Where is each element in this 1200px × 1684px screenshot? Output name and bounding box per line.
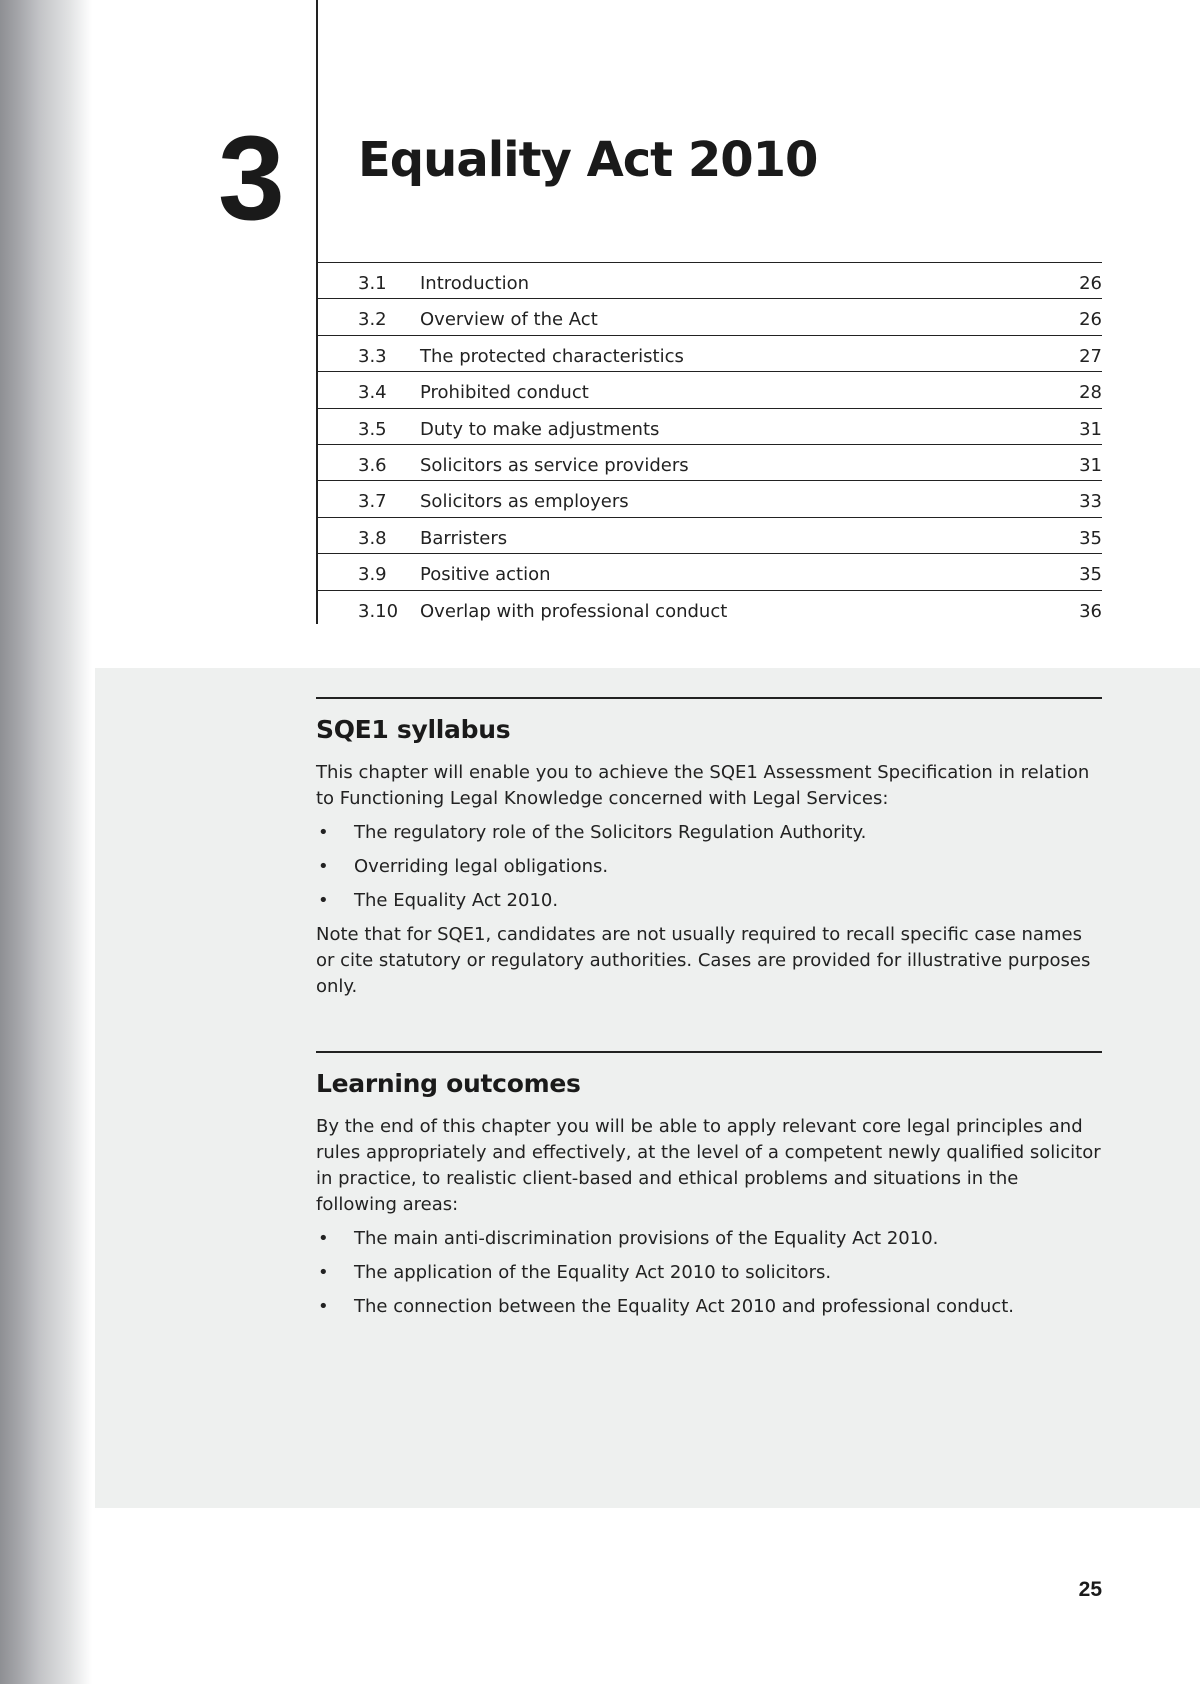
toc-section-number: 3.7: [358, 491, 387, 513]
list-item: [316, 1226, 1102, 1252]
toc-row[interactable]: [316, 299, 1102, 335]
bullet-icon: •: [318, 1227, 329, 1249]
list-item-text: The application of the Equality Act 2010 to solicitors.: [354, 1261, 832, 1283]
syllabus-heading: SQE1 syllabus: [316, 714, 511, 744]
toc-section-title: Positive action: [420, 564, 551, 586]
list-item-text: The regulatory role of the Solicitors Regulation Authority.: [354, 821, 867, 843]
page-gutter-shadow: [0, 0, 92, 1684]
toc-page-number: 36: [1079, 600, 1102, 622]
toc-row[interactable]: [316, 336, 1102, 372]
chapter-title: Equality Act 2010: [358, 132, 818, 188]
syllabus-list: [316, 820, 1102, 914]
toc-section-title: Prohibited conduct: [420, 382, 589, 404]
toc-row[interactable]: [316, 481, 1102, 517]
toc-row[interactable]: [316, 554, 1102, 590]
toc-page-number: 26: [1079, 273, 1102, 294]
bullet-icon: •: [318, 1295, 329, 1317]
list-item-text: Overriding legal obligations.: [354, 855, 609, 877]
bullet-icon: •: [318, 821, 329, 843]
toc-section-number: 3.10: [358, 600, 399, 622]
toc-row[interactable]: [316, 445, 1102, 481]
section-divider: [316, 1051, 1102, 1053]
toc-section-number: 3.5: [358, 418, 387, 440]
bullet-icon: •: [318, 889, 329, 911]
toc-page-number: 28: [1079, 382, 1102, 404]
list-item: [316, 888, 1102, 914]
syllabus-section: [316, 697, 1102, 1000]
toc-row[interactable]: [316, 591, 1102, 626]
list-item: [316, 1260, 1102, 1286]
toc-section-number: 3.9: [358, 564, 387, 586]
toc-section-number: 3.8: [358, 527, 387, 549]
toc-section-number: 3.4: [358, 382, 387, 404]
list-item: [316, 1294, 1102, 1320]
toc-page-number: 35: [1079, 527, 1102, 549]
toc-page-number: 27: [1079, 345, 1102, 367]
learning-outcomes-heading: Learning outcomes: [316, 1068, 581, 1098]
toc-row[interactable]: [316, 518, 1102, 554]
toc-section-title: Overlap with professional conduct: [420, 600, 728, 622]
list-item-text: The connection between the Equality Act 2010 and professional conduct.: [354, 1295, 1014, 1317]
toc-row[interactable]: [316, 409, 1102, 445]
toc-section-title: Overview of the Act: [420, 309, 598, 331]
syllabus-intro: This chapter will enable you to achieve the SQE1 Assessment Specification in relation to Functioning Legal Knowledge concerned with Legal Services:: [316, 761, 1090, 809]
list-item: [316, 854, 1102, 880]
bullet-icon: •: [318, 1261, 329, 1283]
toc-page-number: 31: [1079, 418, 1102, 440]
learning-outcomes-section: [316, 1051, 1102, 1328]
toc-row[interactable]: [316, 372, 1102, 408]
table-of-contents: [316, 262, 1102, 626]
bullet-icon: •: [318, 855, 329, 877]
section-divider: [316, 697, 1102, 699]
toc-section-title: Solicitors as service providers: [420, 454, 689, 476]
page-number: 25: [1078, 1578, 1102, 1601]
toc-section-number: 3.6: [358, 454, 387, 476]
toc-section-number: 3.3: [358, 345, 387, 367]
toc-row[interactable]: [316, 263, 1102, 299]
toc-section-title: Introduction: [420, 273, 530, 294]
list-item-text: The Equality Act 2010.: [354, 889, 559, 911]
list-item-text: The main anti-discrimination provisions of the Equality Act 2010.: [354, 1227, 939, 1249]
toc-page-number: 33: [1079, 491, 1102, 513]
toc-section-title: Barristers: [420, 527, 508, 549]
toc-section-title: The protected characteristics: [420, 345, 684, 367]
toc-page-number: 26: [1079, 309, 1102, 331]
learning-outcomes-list: [316, 1226, 1102, 1320]
toc-section-number: 3.1: [358, 273, 387, 294]
toc-section-title: Solicitors as employers: [420, 491, 629, 513]
toc-section-number: 3.2: [358, 309, 387, 331]
toc-section-title: Duty to make adjustments: [420, 418, 660, 440]
list-item: [316, 820, 1102, 846]
toc-page-number: 35: [1079, 564, 1102, 586]
syllabus-note: Note that for SQE1, candidates are not usually required to recall specific case names or cite statutory or regulatory authorities. Cases are provided for illustrative purposes only.: [316, 923, 1091, 997]
chapter-number: 3: [218, 111, 281, 245]
toc-page-number: 31: [1079, 454, 1102, 476]
learning-outcomes-intro: By the end of this chapter you will be able to apply relevant core legal principles and rules appropriately and effectively, at the level of a competent newly qualified solicitor in practice, to realistic client-based and ethical problems and situations in the following areas:: [316, 1115, 1101, 1215]
